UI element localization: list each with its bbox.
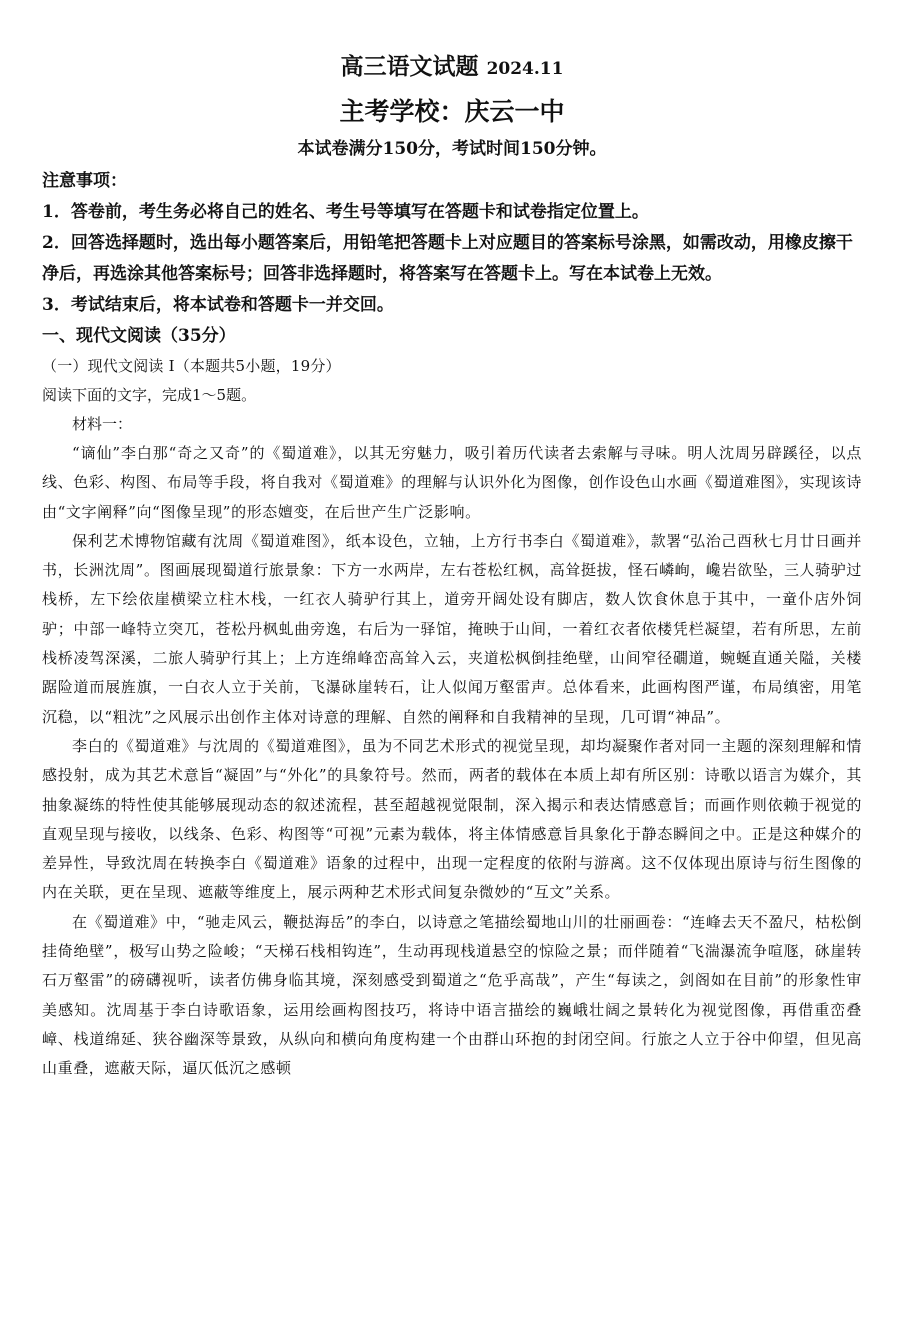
title-text: 高三语文试题 [340,53,479,80]
notes-heading: 注意事项： [42,171,127,191]
passage-paragraph-1: “谪仙”李白那“奇之又奇”的《蜀道难》，以其无穷魅力，吸引着历代读者去索解与寻味。明人沈周另辟蹊径，以点线、色彩、构图、布局等手段，将自我对《蜀道难》的理解与认识外化为图像，创作设色山水画《蜀道难图》，实现该诗由“文字阐释”向“图像呈现”的形态嬗变，在后世产生广泛影响。 [42,444,862,521]
notice-item-2: 2．回答选择题时，选出每小题答案后，用铅笔把答题卡上对应题目的答案标号涂黑，如需改动，用橡皮擦干净后，再选涂其他答案标号；回答非选择题时，将答案写在答题卡上。写在本试卷上无效。 [42,233,853,284]
passage-paragraph-4: 在《蜀道难》中，“驰走风云，鞭挞海岳”的李白，以诗意之笔描绘蜀地山川的壮丽画卷：“连峰去天不盈尺，枯松倒挂倚绝壁”，极写山势之险峻；“天梯石栈相钩连”，生动再现栈道悬空的惊险之景；而伴随着“飞湍瀑流争喧豗，砯崖转石万壑雷”的磅礴视听，读者仿佛身临其境，深刻感受到蜀道之“危乎高哉”，产生“每读之，剑阁如在目前”的形象性审美感知。沈周基于李白诗歌语象，运用绘画构图技巧，将诗中语言描绘的巍峨壮阔之景转化为视觉图像，再借重峦叠嶂、栈道绵延、狭谷幽深等景致，从纵向和横向角度构建一个由群山环抱的封闭空间。行旅之人立于谷中仰望，但见高山重叠，遮蔽天际，逼仄低沉之感顿 [42,912,862,1078]
subsection-heading: （一）现代文阅读 I（本题共5小题，19分） [42,357,341,375]
section-heading: 一、现代文阅读（35分） [42,326,236,346]
reading-instruction: 阅读下面的文字，完成1～5题。 [42,386,257,404]
host-school: 主考学校：庆云一中 [339,97,565,126]
notice-item-3: 3．考试结束后，将本试卷和答题卡一并交回。 [42,295,394,315]
passage-paragraph-2: 保利艺术博物馆藏有沈周《蜀道难图》，纸本设色，立轴，上方行书李白《蜀道难》，款署“弘治己酉秋七月廿日画并书，长洲沈周”。图画展现蜀道行旅景象：下方一水两岸，左右苍松红枫，高耸挺拔，怪石嶙峋，巉岩欲坠，三人骑驴过栈桥，左下绘依崖横梁立柱木栈，一红衣人骑驴行其上，道旁开阔处设有脚店，数人饮食休息于其中，一童仆店外饲驴；中部一峰特立突兀，苍松丹枫虬曲旁逸，右后为一驿馆，掩映于山间，一着红衣者依楼凭栏凝望，若有所思，左前栈桥凌驾深溪，二旅人骑驴行其上；上方连绵峰峦高耸入云，夹道松枫倒挂绝壁，山间窄径礀道，蜿蜒直通关隘，关楼踞险道而展旌旗，一白衣人立于关前，飞瀑砯崖转石，让人似闻万壑雷声。总体看来，此画构图严谨，布局缜密，用笔沉稳，以“粗沈”之风展示出创作主体对诗意的理解、自然的阐释和自我精神的呈现，几可谓“神品”。 [42,531,862,726]
material-label: 材料一： [72,415,133,433]
passage-paragraph-3: 李白的《蜀道难》与沈周的《蜀道难图》，虽为不同艺术形式的视觉呈现，却均凝聚作者对同一主题的深刻理解和情感投射，成为其艺术意旨“凝固”与“外化”的具象符号。然而，两者的载体在本质上却有所区别：诗歌以语言为媒介，其抽象凝练的特性使其能够展现动态的叙述流程，甚至超越视觉限制，深入揭示和表达情感意旨；而画作则依赖于视觉的直观呈现与接收，以线条、色彩、构图等“可视”元素为载体，将主体情感意旨具象化于静态瞬间之中。正是这种媒介的差异性，导致沈周在转换李白《蜀道难》语象的过程中，出现一定程度的依附与游离。这不仅体现出原诗与衍生图像的内在关联，更在呈现、遮蔽等维度上，展示两种艺术形式间复杂微妙的“互文”关系。 [42,736,862,902]
score-time-info: 本试卷满分150分，考试时间150分钟。 [297,139,607,159]
notice-item-1: 1．答卷前，考生务必将自己的姓名、考生号等填写在答题卡和试卷指定位置上。 [42,202,649,222]
exam-date: 2024.11 [486,59,564,79]
exam-title [42,50,862,86]
